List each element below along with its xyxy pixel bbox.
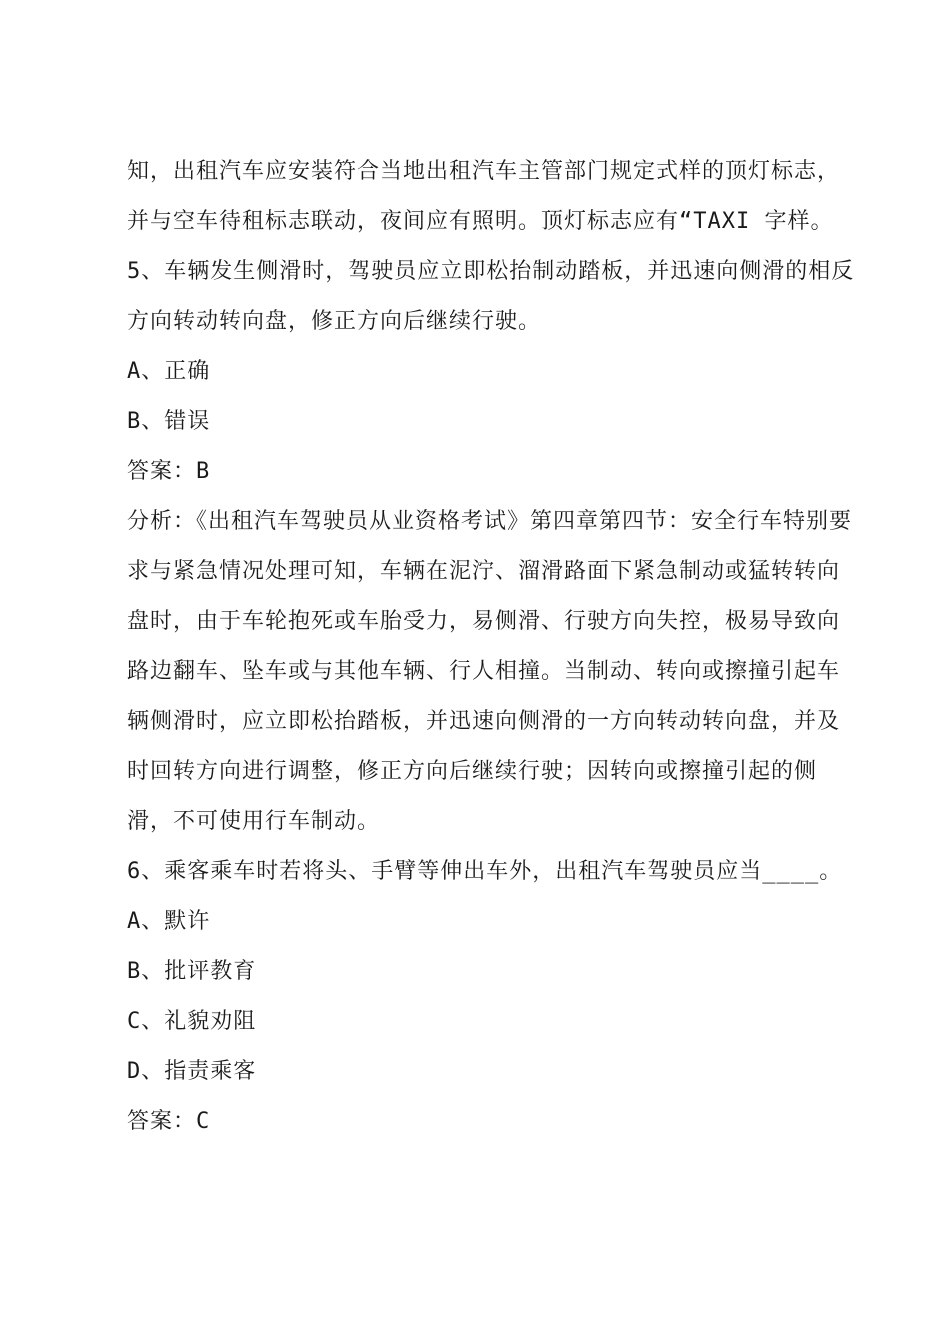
question-6-answer: 答案：C (127, 1109, 211, 1134)
question-6-option-b: B、批评教育 (127, 959, 257, 984)
document-page (127, 147, 857, 1147)
question-6-option-a: A、默许 (127, 909, 211, 934)
question-6-text: 6、乘客乘车时若将头、手臂等伸出车外，出租汽车驾驶员应当____。 (127, 859, 843, 884)
question-5-analysis: 分析：《出租汽车驾驶员从业资格考试》第四章第四节：安全行车特别要求与紧急情况处理可知，车辆在泥泞、溜滑路面下紧急制动或猛转转向盘时，由于车轮抱死或车胎受力，易侧滑、行驶方向失控，极易导致向路边翻车、坠车或与其他车辆、行人相撞。当制动、转向或擦撞引起车辆侧滑时，应立即松抬踏板，并迅速向侧滑的一方向转动转向盘，并及时回转方向进行调整，修正方向后继续行驶；因转向或擦撞引起的侧滑，不可使用行车制动。 (127, 509, 853, 834)
question-5-option-b: B、错误 (127, 409, 211, 434)
intro-paragraph: 知，出租汽车应安装符合当地出租汽车主管部门规定式样的顶灯标志，并与空车待租标志联动，夜间应有照明。顶灯标志应有“TAXI 字样。 (127, 159, 841, 234)
question-5-option-a: A、正确 (127, 359, 211, 384)
question-6-option-c: C、礼貌劝阻 (127, 1009, 257, 1034)
question-6-option-d: D、指责乘客 (127, 1059, 257, 1084)
question-5-text: 5、车辆发生侧滑时，驾驶员应立即松抬制动踏板，并迅速向侧滑的相反方向转动转向盘，修正方向后继续行驶。 (127, 259, 855, 334)
question-5-answer: 答案：B (127, 459, 211, 484)
